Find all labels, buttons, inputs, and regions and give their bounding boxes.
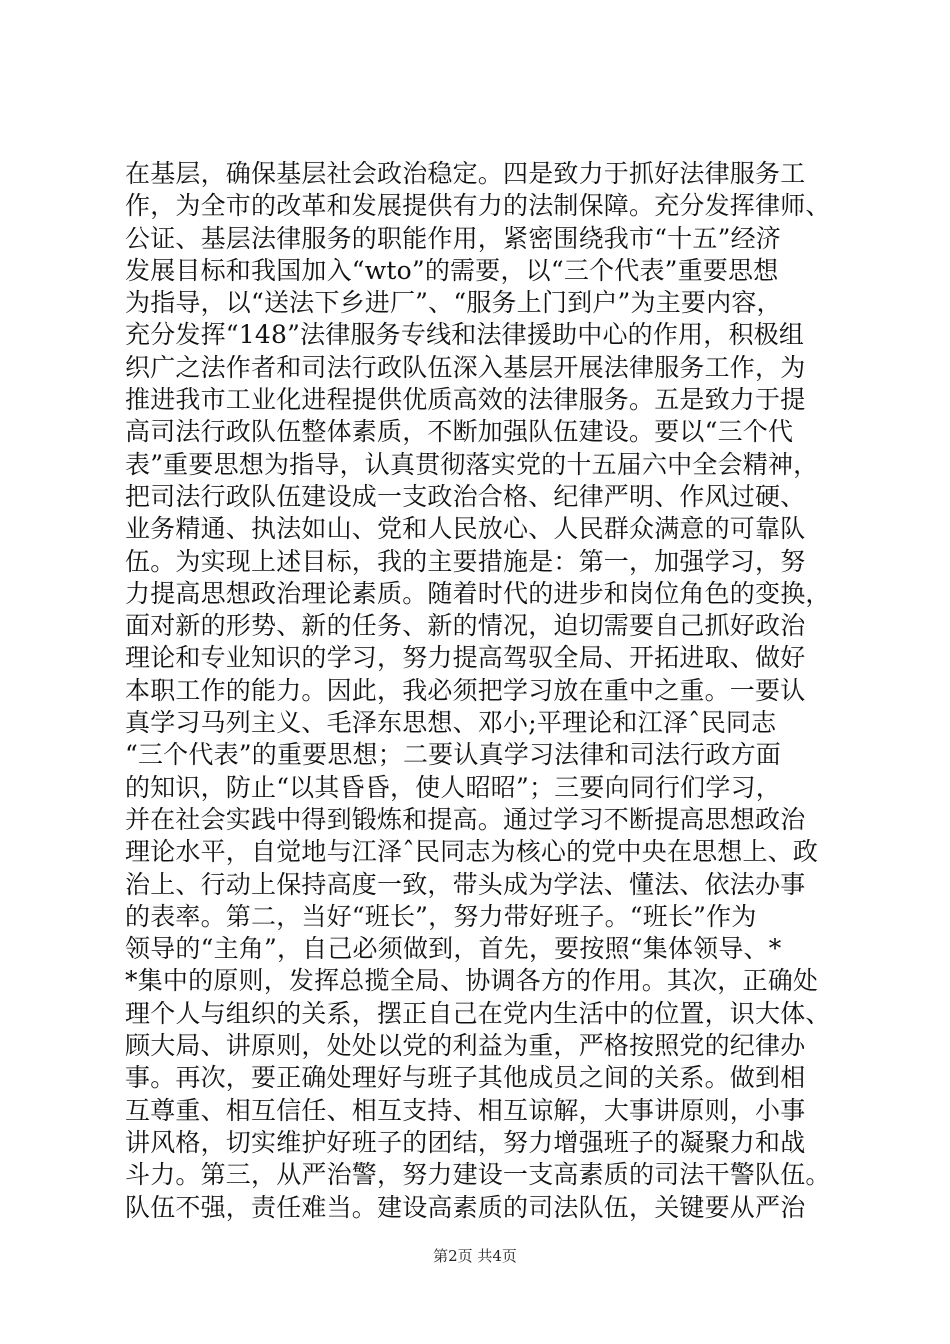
text-line: 并在社会实践中得到锻炼和提高。通过学习不断提高思想政治 [125, 804, 806, 834]
text-line: 领导的“主角”，自己必须做到，首先，要按照“集体领导、* [125, 934, 782, 964]
text-line: 理论和专业知识的学习，努力提高驾驭全局、开拓进取、做好 [125, 643, 806, 673]
body-text [125, 158, 845, 1224]
text-line: 公证、基层法律服务的职能作用，紧密围绕我市“十五”经济 [125, 223, 781, 253]
text-line: 的知识，防止“以其昏昏，使人昭昭”；三要向同行们学习， [125, 772, 781, 802]
text-line: 充分发挥“148”法律服务专线和法律援助中心的作用，积极组 [125, 320, 805, 350]
text-line: 把司法行政队伍建设成一支政治合格、纪律严明、作风过硬、 [125, 481, 806, 511]
text-line: 表”重要思想为指导，认真贯彻落实党的十五届六中全会精神， [125, 449, 819, 479]
text-line: 推进我市工业化进程提供优质高效的法律服务。五是致力于提 [125, 385, 806, 415]
text-line: 织广之法作者和司法行政队伍深入基层开展法律服务工作，为 [125, 352, 806, 382]
text-line: 作，为全市的改革和发展提供有力的法制保障。充分发挥律师、 [125, 191, 831, 221]
text-line: 为指导，以“送法下乡进厂”、“服务上门到户”为主要内容， [125, 288, 782, 318]
page-footer: 第2页 共4页 [433, 1247, 517, 1265]
text-line: 讲风格，切实维护好班子的团结，努力增强班子的凝聚力和战 [125, 1127, 806, 1157]
text-line: 真学习马列主义、毛泽东思想、邓小;平理论和江泽ˆ民同志 [125, 708, 777, 738]
text-line: 理个人与组织的关系，摆正自己在党内生活中的位置，识大体、 [125, 998, 831, 1028]
text-line: 发展目标和我国加入“wto”的需要，以“三个代表”重要思想 [125, 255, 779, 285]
text-line: 的表率。第二，当好“班长”，努力带好班子。“班长”作为 [125, 901, 757, 931]
text-line: 在基层，确保基层社会政治稳定。四是致力于抓好法律服务工 [125, 159, 806, 188]
text-line: 面对新的形势、新的任务、新的情况，迫切需要自己抓好政治 [125, 611, 806, 641]
text-line: 本职工作的能力。因此，我必须把学习放在重中之重。一要认 [125, 675, 806, 705]
text-line: 理论水平，自觉地与江泽ˆ民同志为核心的党中央在思想上、政 [125, 837, 819, 867]
text-line: 业务精通、执法如山、党和人民放心、人民群众满意的可靠队 [125, 514, 806, 544]
text-line: 事。再次，要正确处理好与班子其他成员之间的关系。做到相 [125, 1063, 806, 1093]
text-line: 斗力。第三，从严治警，努力建设一支高素质的司法干警队伍。 [125, 1160, 831, 1190]
text-line: 治上、行动上保持高度一致，带头成为学法、懂法、依法办事 [125, 869, 806, 899]
text-line: 队伍不强，责任难当。建设高素质的司法队伍，关键要从严治 [125, 1192, 806, 1222]
text-line: 互尊重、相互信任、相互支持、相互谅解，大事讲原则，小事 [125, 1095, 806, 1125]
text-line: 高司法行政队伍整体素质，不断加强队伍建设。要以“三个代 [125, 417, 794, 447]
text-line: 力提高思想政治理论素质。随着时代的进步和岗位角色的变换， [125, 578, 831, 608]
text-line: “三个代表”的重要思想；二要认真学习法律和司法行政方面 [125, 740, 781, 770]
text-line: 伍。为实现上述目标，我的主要措施是：第一，加强学习，努 [125, 546, 806, 576]
text-line: 顾大局、讲原则，处处以党的利益为重，严格按照党的纪律办 [125, 1031, 806, 1061]
text-line: *集中的原则，发挥总揽全局、协调各方的作用。其次，正确处 [125, 966, 819, 996]
